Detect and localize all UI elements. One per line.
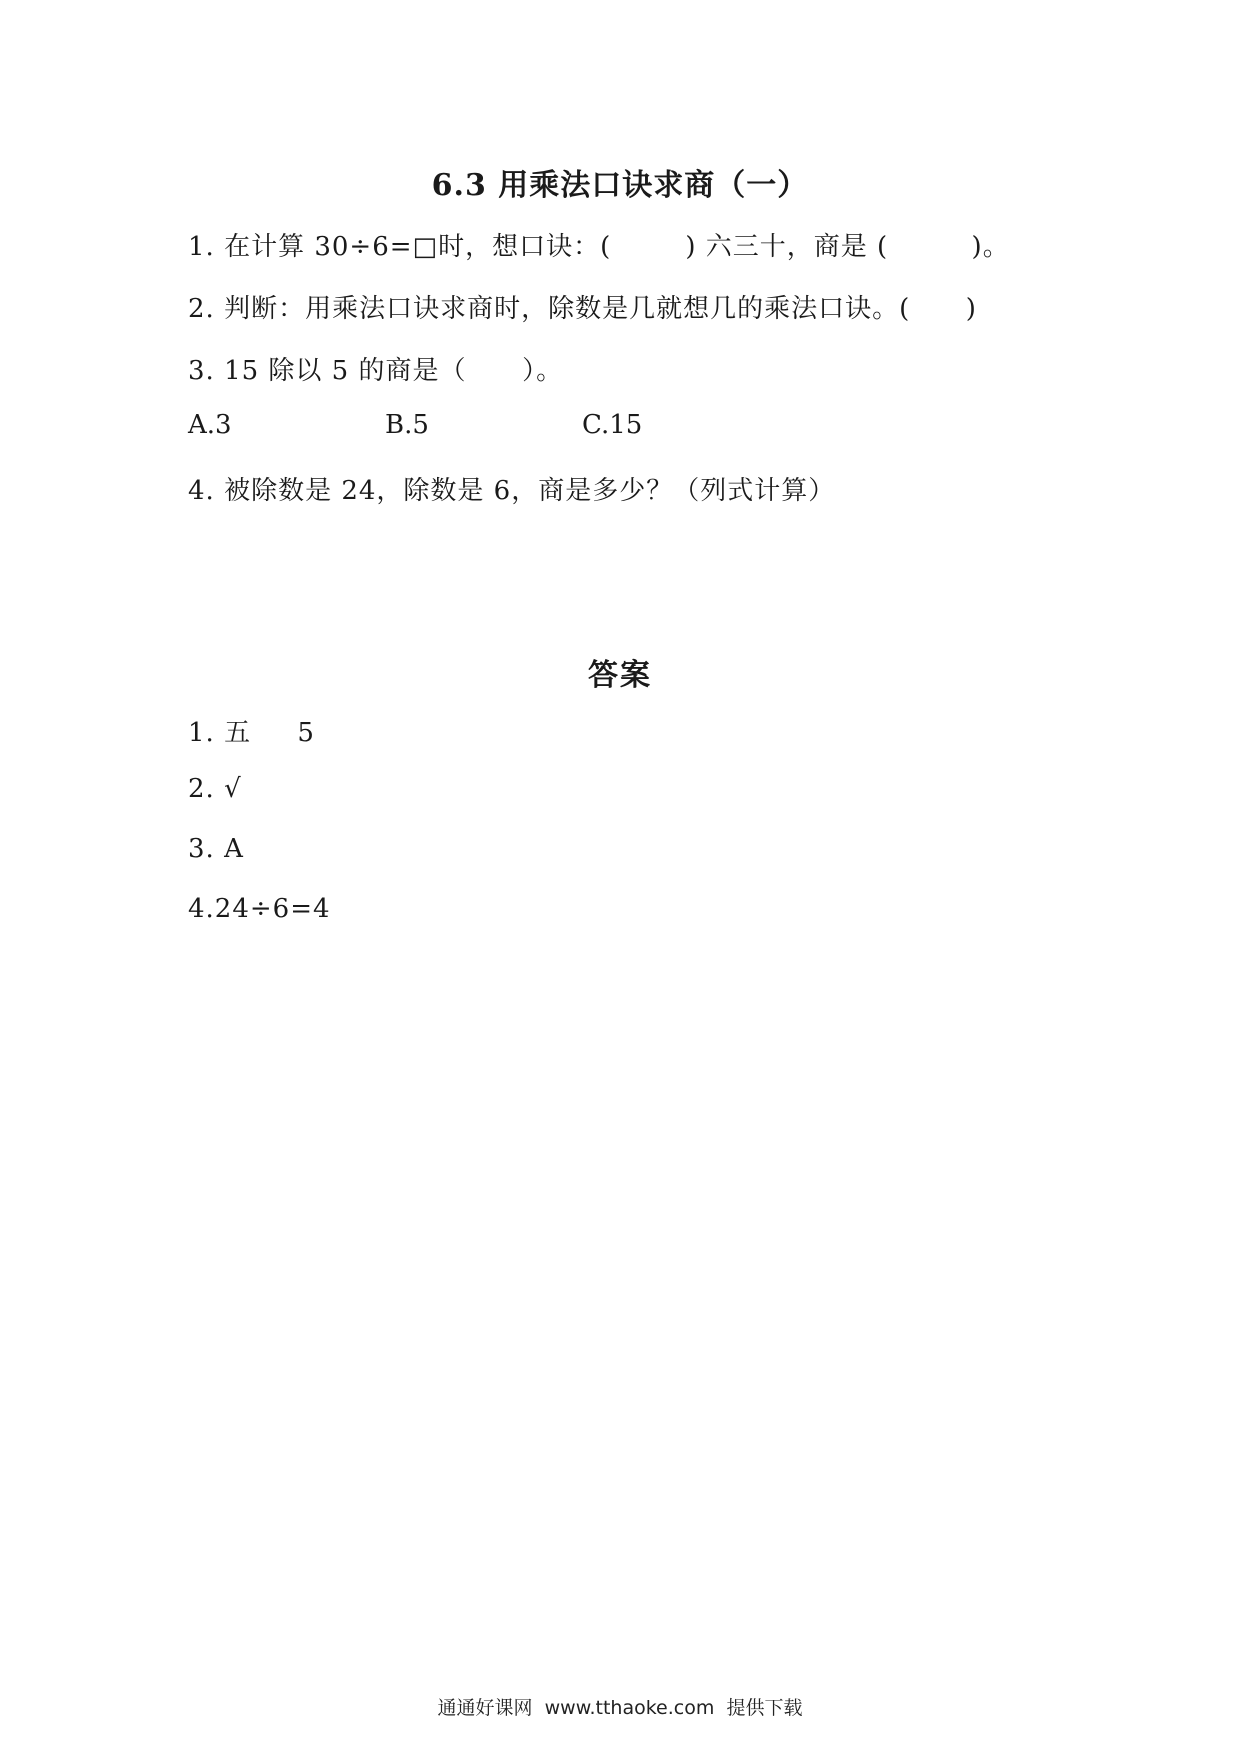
question-3: 3. 15 除以 5 的商是（ ）。 [188,356,564,386]
footer-source: 通通好课网 www.tthaoke.com 提供下载 [437,1697,803,1719]
page-title: 6.3 用乘法口诀求商（一） [431,168,809,203]
answer-2: 2. √ [188,774,242,804]
question-4: 4. 被除数是 24，除数是 6，商是多少？（列式计算） [188,476,836,506]
question-2: 2. 判断：用乘法口诀求商时，除数是几就想几的乘法口诀。( ) [188,294,977,324]
question-1: 1. 在计算 30÷6=□时，想口诀：( ) 六三十，商是 ( )。 [188,232,1010,262]
answer-heading: 答案 [588,658,652,693]
option-a: A.3 [188,410,232,440]
answer-3: 3. A [188,834,244,864]
answer-1: 1. 五 5 [188,718,315,748]
answer-4: 4.24÷6=4 [188,894,331,924]
option-b: B.5 [385,410,429,440]
option-c: C.15 [582,410,643,440]
